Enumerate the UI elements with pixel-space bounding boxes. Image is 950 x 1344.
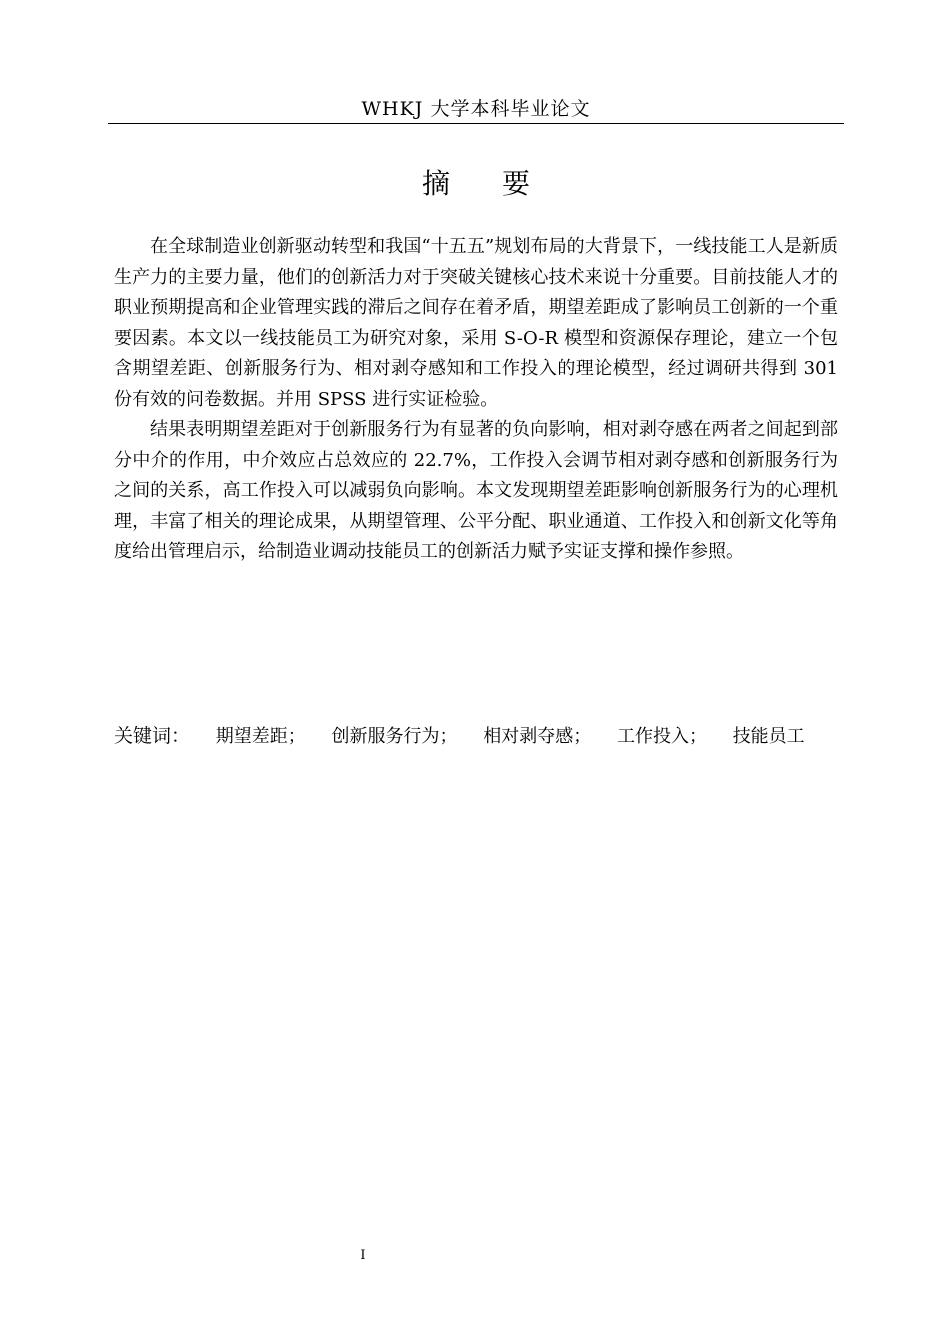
page-number: I xyxy=(360,1248,366,1263)
running-header: WHKJ 大学本科毕业论文 xyxy=(361,98,591,120)
abstract-paragraph-1: 在全球制造业创新驱动转型和我国“十五五”规划布局的大背景下，一线技能工人是新质生产力的主要力量，他们的创新活力对于突破关键核心技术来说十分重要。目前技能人才的职业预期提高和企业管理实践的滞后之间存在着矛盾，期望差距成了影响员工创新的一个重要因素。本文以一线技能员工为研究对象，采用 S-O-R 模型和资源保存理论，建立一个包含期望差距、创新服务行为、相对剥夺感知和工作投入的理论模型，经过调研共得到 301 份有效的问卷数据。并用 SPSS 进行实证检验。 xyxy=(114,236,838,410)
abstract-paragraph-2: 结果表明期望差距对于创新服务行为有显著的负向影响，相对剥夺感在两者之间起到部分中介的作用，中介效应占总效应的 22.7%，工作投入会调节相对剥夺感和创新服务行为之间的关系，高工作投入可以减弱负向影响。本文发现期望差距影响创新服务行为的心理机理，丰富了相关的理论成果，从期望管理、公平分配、职业通道、工作投入和创新文化等角度给出管理启示，给制造业调动技能员工的创新活力赋予实证支撑和操作参照。 xyxy=(114,419,838,562)
keyword-item: 工作投入； xyxy=(616,726,707,747)
keyword-item: 技能员工 xyxy=(732,726,805,747)
keywords-line xyxy=(114,721,838,752)
header-rule xyxy=(108,123,844,124)
keyword-item: 期望差距； xyxy=(215,726,306,747)
keyword-item: 相对剥夺感； xyxy=(483,726,592,747)
abstract-body xyxy=(114,232,838,568)
keyword-item: 创新服务行为； xyxy=(331,726,458,747)
keywords-label: 关键词： xyxy=(114,725,191,747)
page-title: 摘要 xyxy=(421,167,582,200)
